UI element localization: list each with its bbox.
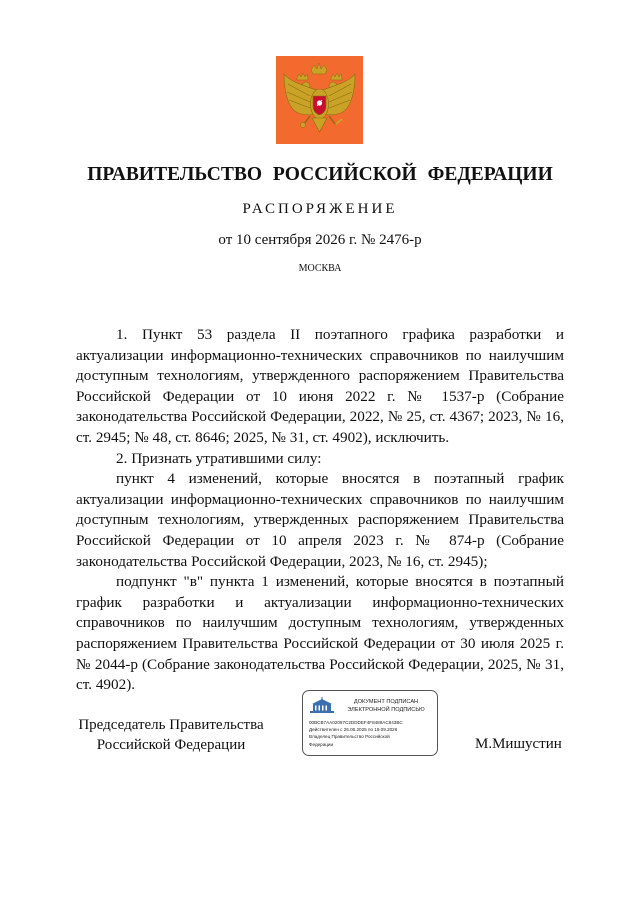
- coat-of-arms-icon: [276, 56, 363, 144]
- stamp-validity: Действителен с 26.06.2025 по 19.09.2026: [309, 727, 398, 733]
- document-city: МОСКВА: [298, 263, 342, 274]
- electronic-signature-stamp: [302, 690, 438, 756]
- document-type: РАСПОРЯЖЕНИЕ: [242, 201, 398, 217]
- government-title: ПРАВИТЕЛЬСТВО РОССИЙСКОЙ ФЕДЕРАЦИИ: [87, 164, 553, 185]
- signer-name: М.Мишустин: [475, 736, 562, 752]
- stamp-title: [337, 698, 435, 714]
- paragraph-3: пункт 4 изменений, которые вносятся в поэтапный график актуализации информационно-технических справочников по наилучшим доступным технологиям, утвержденных распоряжением Правительства Российской Федерации от 10 апреля 2023 г. № 874-р (Собрание законодательства Российской Федерации, 2023, № 16, ст. 2945);: [76, 470, 564, 570]
- paragraph-4: подпункт "в" пункта 1 изменений, которые вносятся в поэтапный график разработки и актуализации информационно-технических справочников по наилучшим доступным технологиям, утвержденных распоряжением Правительства Российской Федерации от 30 июля 2025 г. № 2044-р (Собрание законодательства Российской Федерации, 2025, № 31, ст. 4902).: [76, 573, 564, 694]
- government-building-icon: [309, 697, 335, 715]
- stamp-owner-line2: Федерации: [309, 741, 334, 747]
- stamp-details: [309, 719, 435, 748]
- stamp-title-line2: ЭЛЕКТРОННОЙ ПОДПИСЬЮ: [347, 707, 425, 713]
- paragraph-2: 2. Признать утратившими силу:: [116, 449, 322, 467]
- signer-position-line2: Российской Федерации: [96, 737, 246, 753]
- paragraph-1: 1. Пункт 53 раздела II поэтапного графика разработки и актуализации информационно-технических справочников по наилучшим доступным технологиям, утвержденного распоряжением Правительства Российской Федерации от 10 июня 2022 г. № 1537-р (Собрание законодательства Российской Федерации, 2022, № 25, ст. 4367; 2023, № 16, ст. 2945; № 48, ст. 8646; 2025, № 31, ст. 4902), исключить.: [76, 326, 564, 446]
- signer-position: [76, 715, 266, 755]
- document-date-number: от 10 сентября 2026 г. № 2476-р: [218, 232, 422, 248]
- signer-position-line1: Председатель Правительства: [78, 717, 264, 733]
- stamp-certificate: 00BCB7AA02097C2DDDEF4F8489AC843BC: [309, 720, 403, 725]
- stamp-title-line1: ДОКУМЕНТ ПОДПИСАН: [353, 699, 419, 705]
- stamp-owner-line1: Владелец Правительство Российской: [309, 734, 390, 740]
- document-body: [76, 325, 564, 696]
